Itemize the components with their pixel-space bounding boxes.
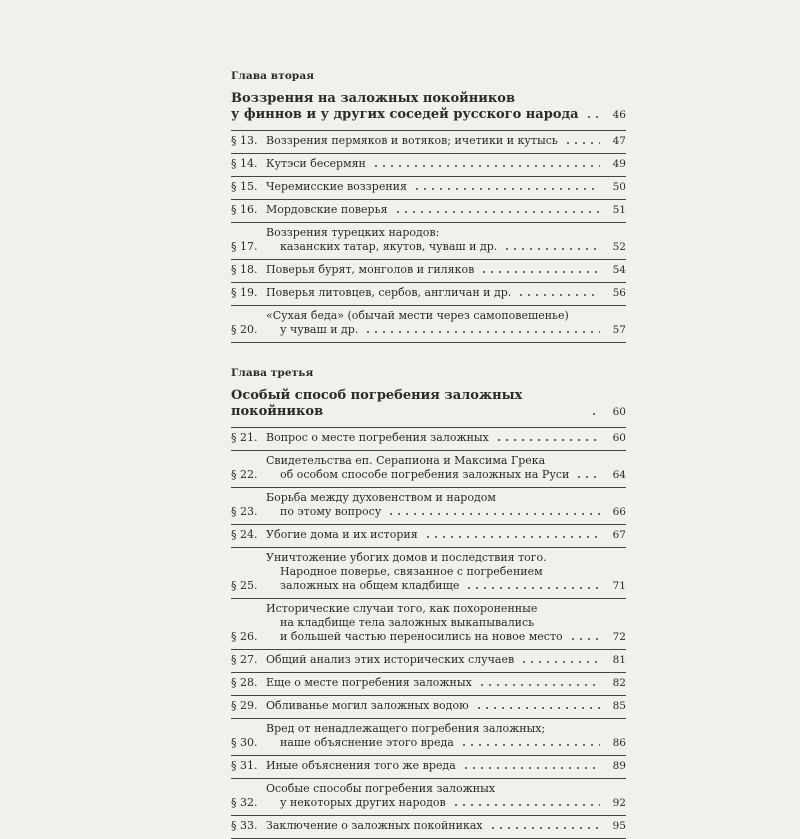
section-title-line: Свидетельства еп. Серапиона и Максима Грека bbox=[266, 454, 546, 467]
section-title-last-line bbox=[266, 203, 626, 217]
toc-entry-row bbox=[231, 722, 626, 750]
section-text bbox=[266, 551, 626, 593]
section-number: § 22. bbox=[231, 468, 258, 481]
section-number: § 26. bbox=[231, 630, 258, 643]
toc-entry-row bbox=[231, 454, 626, 482]
section-number: § 28. bbox=[231, 676, 258, 689]
toc-entry-row bbox=[231, 157, 626, 171]
chapter-label: Глава вторая bbox=[231, 70, 315, 82]
section-title-last-line bbox=[266, 579, 626, 593]
section-page-number: 54 bbox=[612, 264, 626, 276]
section-page-number: 86 bbox=[612, 737, 626, 749]
section-title-last-line bbox=[266, 528, 626, 542]
chapter-page-number: 60 bbox=[612, 406, 626, 418]
section-title-line: у чуваш и др. bbox=[280, 323, 359, 336]
toc-entry-row bbox=[231, 309, 626, 337]
section-title-line: и большей частью переносились на новое место bbox=[280, 630, 563, 643]
section-title-line: Черемисские воззрения bbox=[266, 180, 407, 193]
toc-entry[interactable] bbox=[231, 223, 626, 257]
leader-dots bbox=[520, 660, 600, 664]
chapter-title-last-line bbox=[231, 388, 626, 420]
section-title-last-line bbox=[266, 286, 626, 300]
section-page-number: 89 bbox=[612, 760, 626, 772]
toc-entry-row bbox=[231, 528, 626, 542]
leader-dots bbox=[460, 743, 600, 747]
section-page-number: 81 bbox=[612, 654, 626, 666]
leader-dots bbox=[465, 586, 600, 590]
toc-entry-row bbox=[231, 263, 626, 277]
chapter-title-line: у финнов и у других соседей русского народа bbox=[231, 107, 579, 122]
section-text bbox=[266, 309, 626, 337]
section-title-line: Уничтожение убогих домов и последствия того. bbox=[266, 551, 547, 564]
toc-entry[interactable] bbox=[231, 306, 626, 340]
section-text bbox=[266, 263, 626, 277]
section-page-number: 66 bbox=[612, 506, 626, 518]
section-title-line: у некоторых других народов bbox=[280, 796, 446, 809]
section-text bbox=[266, 759, 626, 773]
toc-entry-row bbox=[231, 203, 626, 217]
toc-entry[interactable] bbox=[231, 154, 626, 174]
toc-entry[interactable] bbox=[231, 548, 626, 596]
section-title-last-line bbox=[266, 323, 626, 337]
section-text bbox=[266, 226, 626, 254]
section-title-line: Еще о месте погребения заложных bbox=[266, 676, 472, 689]
section-title-line: Иные объяснения того же вреда bbox=[266, 759, 456, 772]
table-of-contents bbox=[231, 68, 626, 839]
section-page-number: 67 bbox=[612, 529, 626, 541]
section-title-last-line bbox=[266, 134, 626, 148]
section-title-line: Исторические случаи того, как похороненные bbox=[266, 602, 538, 615]
section-title-line: по этому вопросу bbox=[280, 505, 382, 518]
leader-dots bbox=[480, 270, 600, 274]
section-text bbox=[266, 653, 626, 667]
section-title-line: Борьба между духовенством и народом bbox=[266, 491, 496, 504]
chapter-title-line: Особый способ погребения заложных покойников bbox=[231, 388, 523, 419]
section-title-line: Вопрос о месте погребения заложных bbox=[266, 431, 489, 444]
section-title-line: Кутэси бесермян bbox=[266, 157, 366, 170]
section-text bbox=[266, 157, 626, 171]
section-text bbox=[266, 454, 626, 482]
section-text bbox=[266, 782, 626, 810]
section-title-last-line bbox=[266, 676, 626, 690]
section-text bbox=[266, 528, 626, 542]
leader-dots bbox=[478, 683, 600, 687]
section-title-line: об особом способе погребения заложных на Руси bbox=[280, 468, 570, 481]
leader-dots bbox=[364, 330, 600, 334]
section-text bbox=[266, 180, 626, 194]
section-page-number: 85 bbox=[612, 700, 626, 712]
section-number: § 31. bbox=[231, 759, 258, 772]
toc-entry-row bbox=[231, 602, 626, 644]
toc-entry-row bbox=[231, 226, 626, 254]
leader-dots bbox=[495, 438, 600, 442]
toc-entry-row bbox=[231, 551, 626, 593]
section-title-line: наше объяснение этого вреда bbox=[280, 736, 454, 749]
leader-dots bbox=[489, 826, 600, 830]
section-title-last-line bbox=[266, 699, 626, 713]
leader-dots bbox=[585, 115, 600, 119]
toc-entry[interactable] bbox=[231, 599, 626, 647]
section-title-last-line bbox=[266, 431, 626, 445]
section-title-line: казанских татар, якутов, чуваш и др. bbox=[280, 240, 498, 253]
section-title-line: Поверья бурят, монголов и гиляков bbox=[266, 263, 475, 276]
section-page-number: 57 bbox=[612, 324, 626, 336]
toc-entry[interactable] bbox=[231, 283, 626, 303]
section-number: § 14. bbox=[231, 157, 258, 170]
leader-dots bbox=[503, 247, 600, 251]
toc-entry[interactable] bbox=[231, 177, 626, 197]
toc-entry[interactable] bbox=[231, 131, 626, 151]
section-number: § 29. bbox=[231, 699, 258, 712]
section-text bbox=[266, 431, 626, 445]
section-page-number: 92 bbox=[612, 797, 626, 809]
chapter-title-last-line bbox=[231, 107, 626, 123]
toc-entry-row bbox=[231, 286, 626, 300]
section-number: § 25. bbox=[231, 579, 258, 592]
leader-dots bbox=[590, 412, 600, 416]
section-title-last-line bbox=[266, 630, 626, 644]
leader-dots bbox=[462, 766, 600, 770]
section-number: § 18. bbox=[231, 263, 258, 276]
section-title-last-line bbox=[266, 505, 626, 519]
chapter-title bbox=[231, 91, 626, 123]
toc-entry[interactable] bbox=[231, 488, 626, 522]
toc-entry[interactable] bbox=[231, 816, 626, 836]
section-page-number: 71 bbox=[612, 580, 626, 592]
section-number: § 15. bbox=[231, 180, 258, 193]
toc-entry-row bbox=[231, 491, 626, 519]
section-number: § 19. bbox=[231, 286, 258, 299]
leader-dots bbox=[517, 293, 600, 297]
toc-entry-row bbox=[231, 676, 626, 690]
section-title-line: Обливанье могил заложных водою bbox=[266, 699, 469, 712]
section-page-number: 51 bbox=[612, 204, 626, 216]
section-title-last-line bbox=[266, 653, 626, 667]
section-number: § 30. bbox=[231, 736, 258, 749]
section-page-number: 47 bbox=[612, 135, 626, 147]
section-title-last-line bbox=[266, 180, 626, 194]
section-page-number: 50 bbox=[612, 181, 626, 193]
toc-entry[interactable] bbox=[231, 260, 626, 280]
toc-entry-row bbox=[231, 759, 626, 773]
section-title-line: Заключение о заложных покойниках bbox=[266, 819, 483, 832]
toc-entry[interactable] bbox=[231, 428, 626, 448]
section-text bbox=[266, 134, 626, 148]
section-number: § 16. bbox=[231, 203, 258, 216]
section-title-line: Воззрения турецких народов: bbox=[266, 226, 440, 239]
section-page-number: 82 bbox=[612, 677, 626, 689]
toc-entry[interactable] bbox=[231, 756, 626, 776]
section-page-number: 52 bbox=[612, 241, 626, 253]
section-title-last-line bbox=[266, 240, 626, 254]
section-number: § 20. bbox=[231, 323, 258, 336]
chapter-title bbox=[231, 388, 626, 420]
toc-entry-row bbox=[231, 180, 626, 194]
section-page-number: 49 bbox=[612, 158, 626, 170]
toc-entry[interactable] bbox=[231, 650, 626, 670]
section-text bbox=[266, 286, 626, 300]
toc-entry[interactable] bbox=[231, 779, 626, 813]
toc-entry-row bbox=[231, 134, 626, 148]
section-title-line: Мордовские поверья bbox=[266, 203, 388, 216]
section-number: § 27. bbox=[231, 653, 258, 666]
section-title-last-line bbox=[266, 263, 626, 277]
section-title-last-line bbox=[266, 468, 626, 482]
leader-dots bbox=[424, 535, 600, 539]
toc-entry[interactable] bbox=[231, 200, 626, 220]
leader-dots bbox=[475, 706, 600, 710]
chapter-spacer bbox=[231, 343, 626, 365]
section-number: § 33. bbox=[231, 819, 258, 832]
toc-entry-row bbox=[231, 699, 626, 713]
toc-entry-row bbox=[231, 782, 626, 810]
leader-dots bbox=[372, 164, 600, 168]
section-page-number: 60 bbox=[612, 432, 626, 444]
section-text bbox=[266, 819, 626, 833]
leader-dots bbox=[452, 803, 600, 807]
leader-dots bbox=[564, 141, 600, 145]
section-title-line: Общий анализ этих исторических случаев bbox=[266, 653, 515, 666]
leader-dots bbox=[575, 475, 600, 479]
section-title-last-line bbox=[266, 819, 626, 833]
section-number: § 17. bbox=[231, 240, 258, 253]
section-page-number: 72 bbox=[612, 631, 626, 643]
section-number: § 24. bbox=[231, 528, 258, 541]
section-title-line: Народное поверье, связанное с погребением bbox=[280, 565, 543, 578]
toc-entry[interactable] bbox=[231, 719, 626, 753]
section-title-line: Вред от ненадлежащего погребения заложных; bbox=[266, 722, 546, 735]
section-text bbox=[266, 491, 626, 519]
section-title-last-line bbox=[266, 157, 626, 171]
toc-entry[interactable] bbox=[231, 451, 626, 485]
toc-entry[interactable] bbox=[231, 696, 626, 716]
section-title-last-line bbox=[266, 796, 626, 810]
chapter-title-line: Воззрения на заложных покойников bbox=[231, 91, 516, 106]
section-text bbox=[266, 602, 626, 644]
toc-entry[interactable] bbox=[231, 525, 626, 545]
section-title-line: на кладбище тела заложных выкапывались bbox=[280, 616, 535, 629]
toc-entry[interactable] bbox=[231, 673, 626, 693]
chapter-label: Глава третья bbox=[231, 367, 314, 379]
section-title-line: заложных на общем кладбище bbox=[280, 579, 460, 592]
section-page-number: 64 bbox=[612, 469, 626, 481]
section-page-number: 56 bbox=[612, 287, 626, 299]
section-title-line: Воззрения пермяков и вотяков; ичетики и кутысь bbox=[266, 134, 558, 147]
section-title-line: Убогие дома и их история bbox=[266, 528, 418, 541]
leader-dots bbox=[394, 210, 600, 214]
section-title-line: Особые способы погребения заложных bbox=[266, 782, 496, 795]
toc-entry-row bbox=[231, 431, 626, 445]
section-text bbox=[266, 722, 626, 750]
section-number: § 32. bbox=[231, 796, 258, 809]
section-text bbox=[266, 203, 626, 217]
toc-entry-row bbox=[231, 653, 626, 667]
section-text bbox=[266, 699, 626, 713]
section-number: § 23. bbox=[231, 505, 258, 518]
section-number: § 13. bbox=[231, 134, 258, 147]
section-title-line: Поверья литовцев, сербов, англичан и др. bbox=[266, 286, 512, 299]
section-text bbox=[266, 676, 626, 690]
chapter-page-number: 46 bbox=[612, 109, 626, 121]
section-page-number: 95 bbox=[612, 820, 626, 832]
section-number: § 21. bbox=[231, 431, 258, 444]
section-title-last-line bbox=[266, 736, 626, 750]
leader-dots bbox=[569, 637, 600, 641]
leader-dots bbox=[413, 187, 600, 191]
section-title-line: «Сухая беда» (обычай мести через самоповешенье) bbox=[266, 309, 569, 322]
section-title-last-line bbox=[266, 759, 626, 773]
toc-entry-row bbox=[231, 819, 626, 833]
leader-dots bbox=[387, 512, 600, 516]
